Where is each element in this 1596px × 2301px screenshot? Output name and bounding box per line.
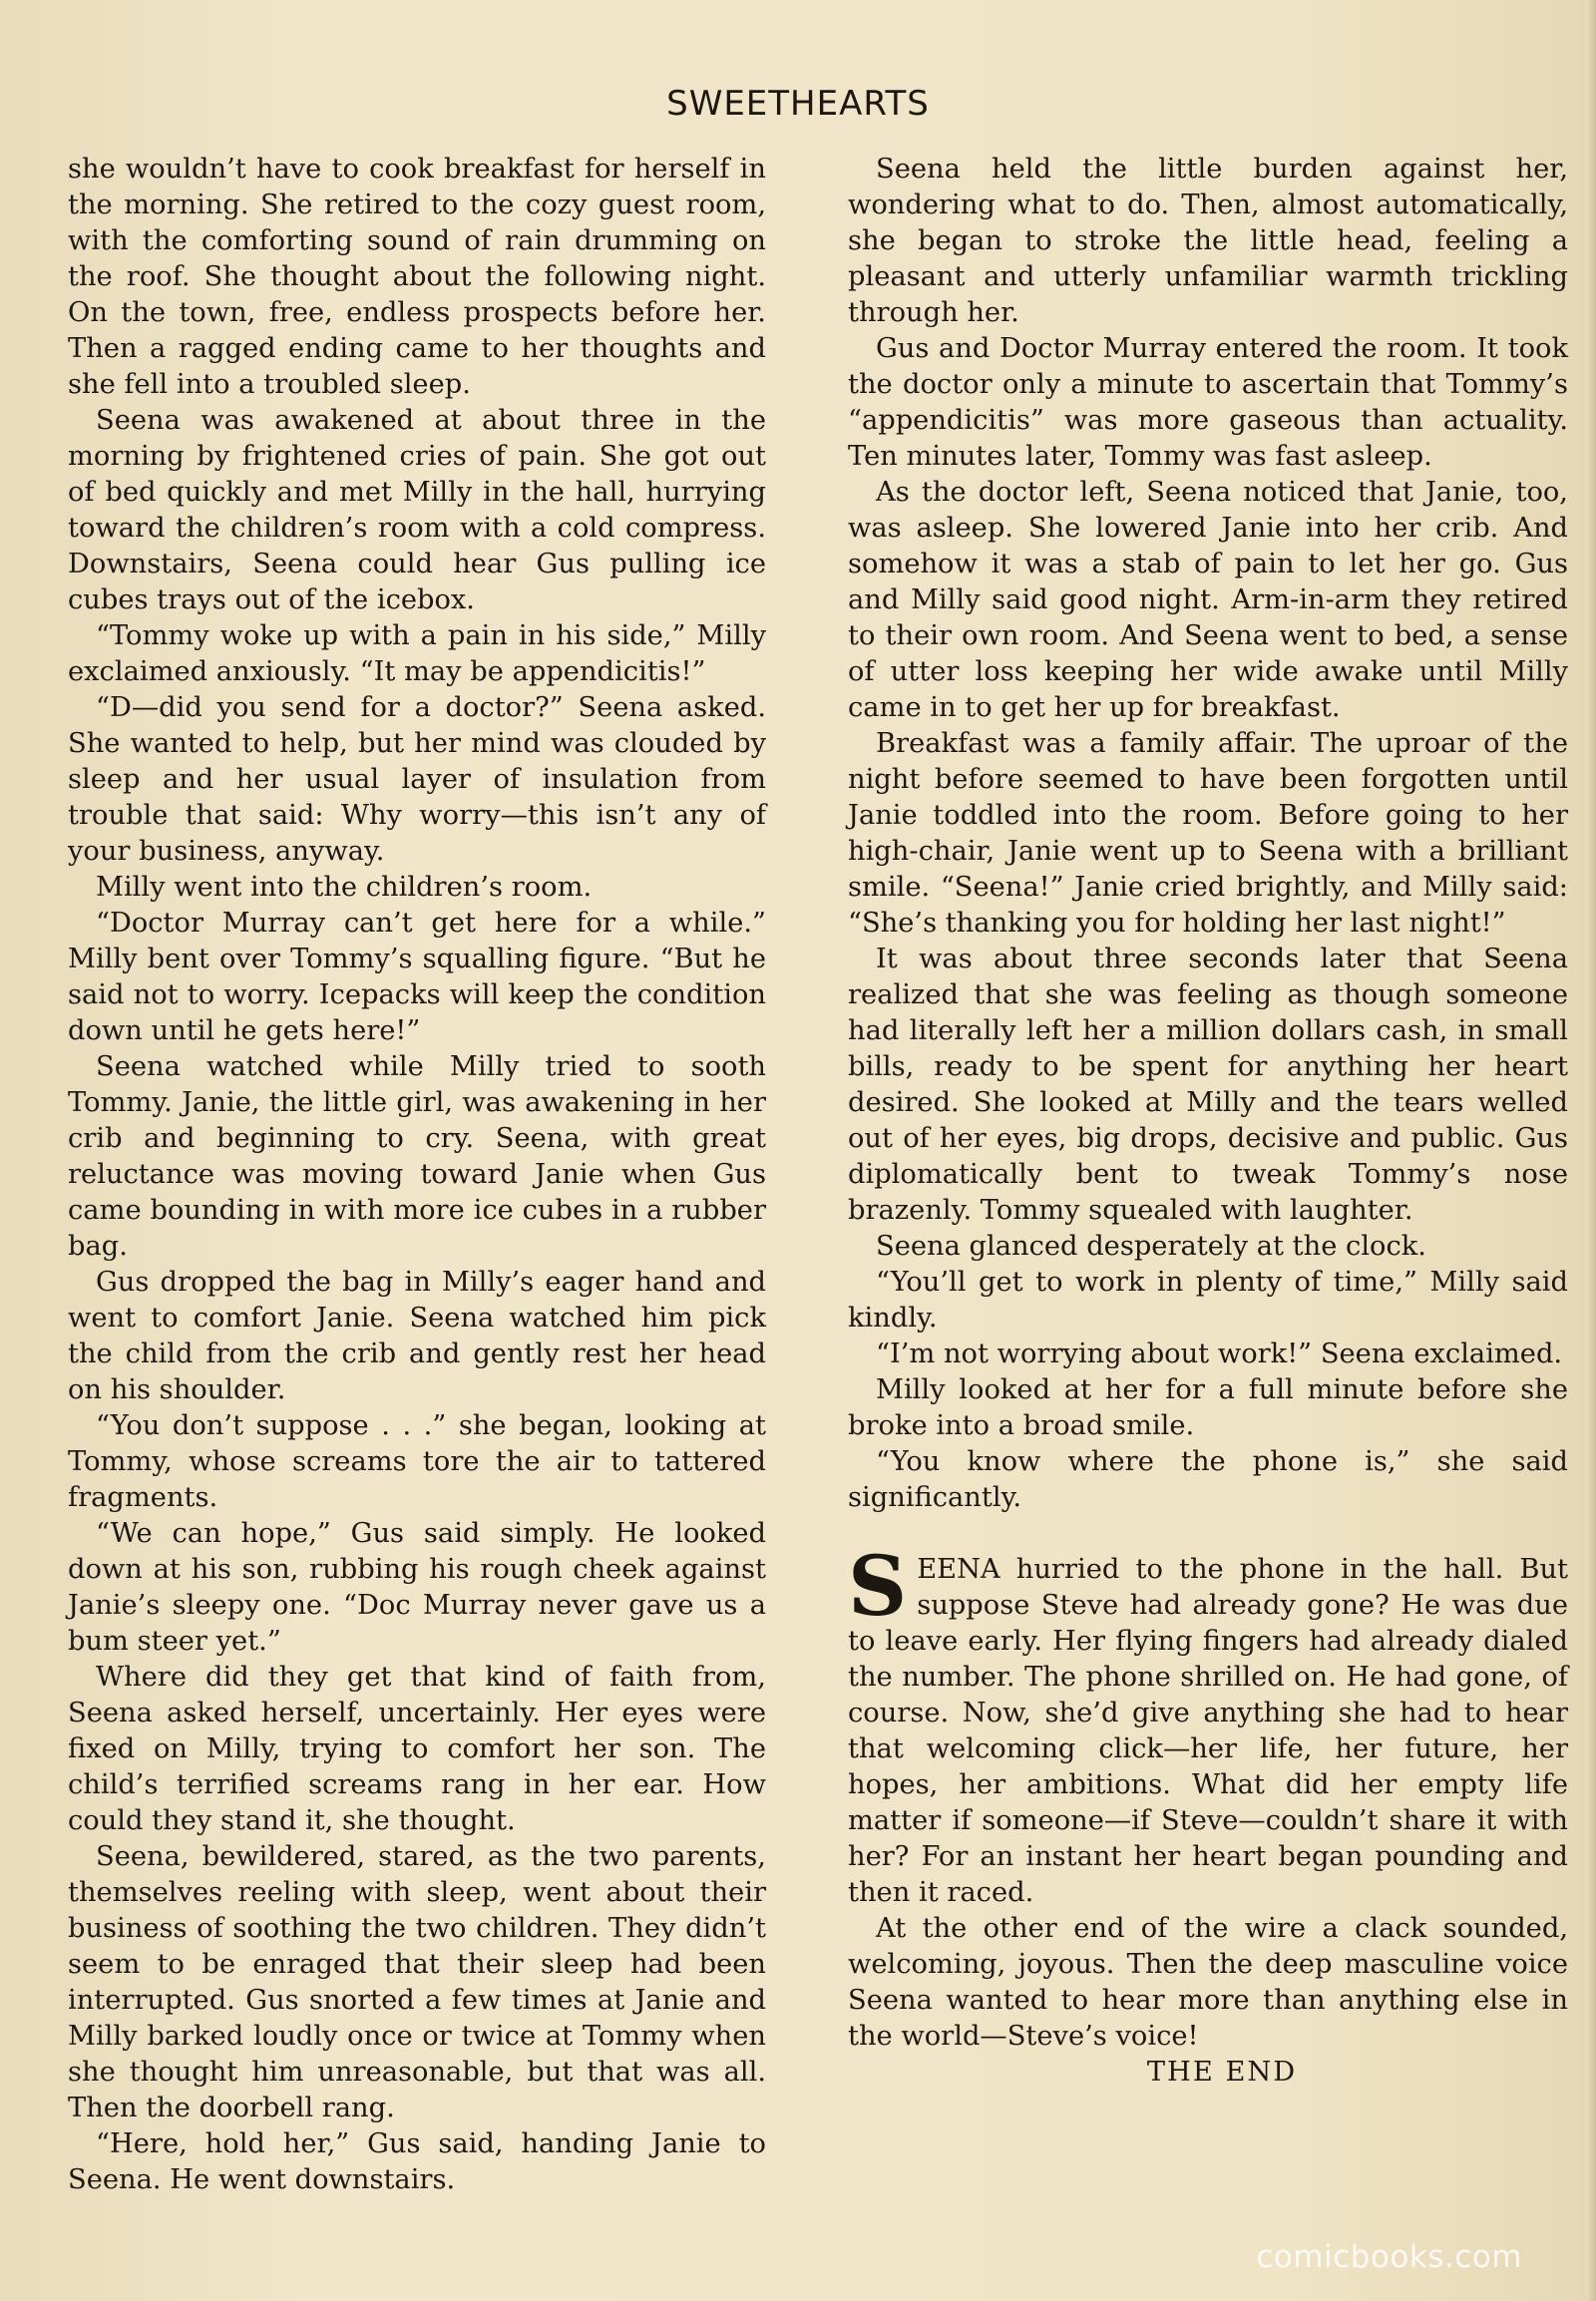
paragraph: “Here, hold her,” Gus said, handing Janie to Seena. He went downstairs. xyxy=(68,2128,766,2195)
paragraph: “We can hope,” Gus said simply. He looked down at his son, rubbing his rough cheek against Janie’s sleepy one. “Doc Murray never gave us a bum steer yet.” xyxy=(68,1518,766,1657)
paragraph: As the doctor left, Seena noticed that Janie, too, was asleep. She lowered Janie into her crib. And somehow it was a stab of pain to let her go. Gus and Milly said good night. Arm-in-arm they retired to their own room. And Seena went to bed, a sense of utter loss keeping her wide awake until Milly came in to get her up for breakfast. xyxy=(848,477,1568,723)
paragraph: It was about three seconds later that Seena realized that she was feeling as though someone had literally left her a million dollars cash, in small bills, ready to be spent for anything her heart desired. She looked at Milly and the tears welled out of her eyes, big drops, decisive and public. Gus diplomatically bent to tweak Tommy’s nose brazenly. Tommy squealed with laughter. xyxy=(848,944,1568,1226)
paragraph: Breakfast was a family affair. The uproar of the night before seemed to have been forgotten until Janie toddled into the room. Before going to her high-chair, Janie went up to Seena with a brilliant smile. “Seena!” Janie cried brightly, and Milly said: “She’s thanking you for holding her last night!” xyxy=(848,728,1568,939)
paragraph: Gus dropped the bag in Milly’s eager hand and went to comfort Janie. Seena watched him pick the child from the crib and gently rest her head on his shoulder. xyxy=(68,1267,766,1405)
magazine-title-header: SWEETHEARTS xyxy=(666,84,930,124)
paragraph: “I’m not worrying about work!” Seena exclaimed. xyxy=(876,1339,1563,1369)
paragraph: “You know where the phone is,” she said significantly. xyxy=(848,1446,1568,1513)
paragraph: Seena watched while Milly tried to sooth Tommy. Janie, the little girl, was awakening in her crib and beginning to cry. Seena, with great reluctance was moving toward Janie when Gus came bounding in with more ice cubes in a rubber bag. xyxy=(68,1051,766,1262)
paragraph: Seena, bewildered, stared, as the two parents, themselves reeling with sleep, went about their business of soothing the two children. They didn’t seem to be enraged that their sleep had been interrupted. Gus snorted a few times at Janie and Milly barked loudly once or twice at Tommy when she thought him unreasonable, but that was all. Then the doorbell rang. xyxy=(68,1841,766,2123)
right-text-column xyxy=(848,152,1568,2091)
paragraph: At the other end of the wire a clack sounded, welcoming, joyous. Then the deep masculine voice Seena wanted to hear more than anything else in the world—Steve’s voice! xyxy=(848,1913,1568,2052)
paragraph: Where did they get that kind of faith from, Seena asked herself, uncertainly. Her eyes were fixed on Milly, trying to comfort her son. The child’s terrified screams rang in her ear. How could they stand it, she thought. xyxy=(68,1662,766,1836)
paragraph: Milly looked at her for a full minute before she broke into a broad smile. xyxy=(848,1374,1568,1441)
paragraph: Seena was awakened at about three in the morning by frightened cries of pain. She got out of bed quickly and met Milly in the hall, hurrying toward the children’s room with a cold compress. Downstairs, Seena could hear Gus pulling ice cubes trays out of the icebox. xyxy=(68,405,766,615)
the-end-label: THE END xyxy=(1146,2057,1298,2088)
paragraph: “Tommy woke up with a pain in his side,” Milly exclaimed anxiously. “It may be appendicitis!” xyxy=(68,620,766,687)
paragraph: Gus and Doctor Murray entered the room. It took the doctor only a minute to ascertain that Tommy’s “appendicitis” was more gaseous than actuality. Ten minutes later, Tommy was fast asleep. xyxy=(848,333,1568,472)
paragraph: Milly went into the children’s room. xyxy=(96,872,593,903)
page-edge xyxy=(1586,0,1596,2301)
paragraph: “You’ll get to work in plenty of time,” Milly said kindly. xyxy=(848,1267,1568,1334)
paragraph: “You don’t suppose . . .” she began, looking at Tommy, whose screams tore the air to tattered fragments. xyxy=(68,1410,766,1513)
paragraph-text: EENA hurried to the phone in the hall. But suppose Steve had already gone? He was due to leave early. Her flying fingers had already dialed the number. The phone shrilled on. He had gone, of course. Now, she’d give anything she had to hear that welcoming click—her life, her future, her hopes, her ambitions. What did her empty life matter if someone—if Steve—couldn’t share it with her? For an instant her heart began pounding and then it raced. xyxy=(848,1554,1568,1908)
paragraph: “Doctor Murray can’t get here for a while.” Milly bent over Tommy’s squalling figure. “But he said not to worry. Icepacks will keep the condition down until he gets here!” xyxy=(68,908,766,1046)
paragraph: Seena glanced desperately at the clock. xyxy=(876,1231,1426,1262)
paragraph: she wouldn’t have to cook breakfast for herself in the morning. She retired to the cozy guest room, with the comforting sound of rain drumming on the roof. She thought about the following night. On the town, free, endless prospects before her. Then a ragged ending came to her thoughts and she fell into a troubled sleep. xyxy=(68,154,766,400)
left-text-column xyxy=(68,152,766,2198)
watermark-text: comicbooks.com xyxy=(1256,2239,1522,2275)
paragraph: Seena held the little burden against her, wondering what to do. Then, almost automatically, she began to stroke the little head, feeling a pleasant and utterly unfamiliar warmth trickling through her. xyxy=(848,154,1568,328)
paragraph: “D—did you send for a doctor?” Seena asked. She wanted to help, but her mind was clouded by sleep and her usual layer of insulation from trouble that said: Why worry—this isn’t any of your business, anyway. xyxy=(68,692,766,867)
drop-cap-letter: S xyxy=(848,1539,908,1635)
section-opening-paragraph xyxy=(848,1539,1568,1911)
